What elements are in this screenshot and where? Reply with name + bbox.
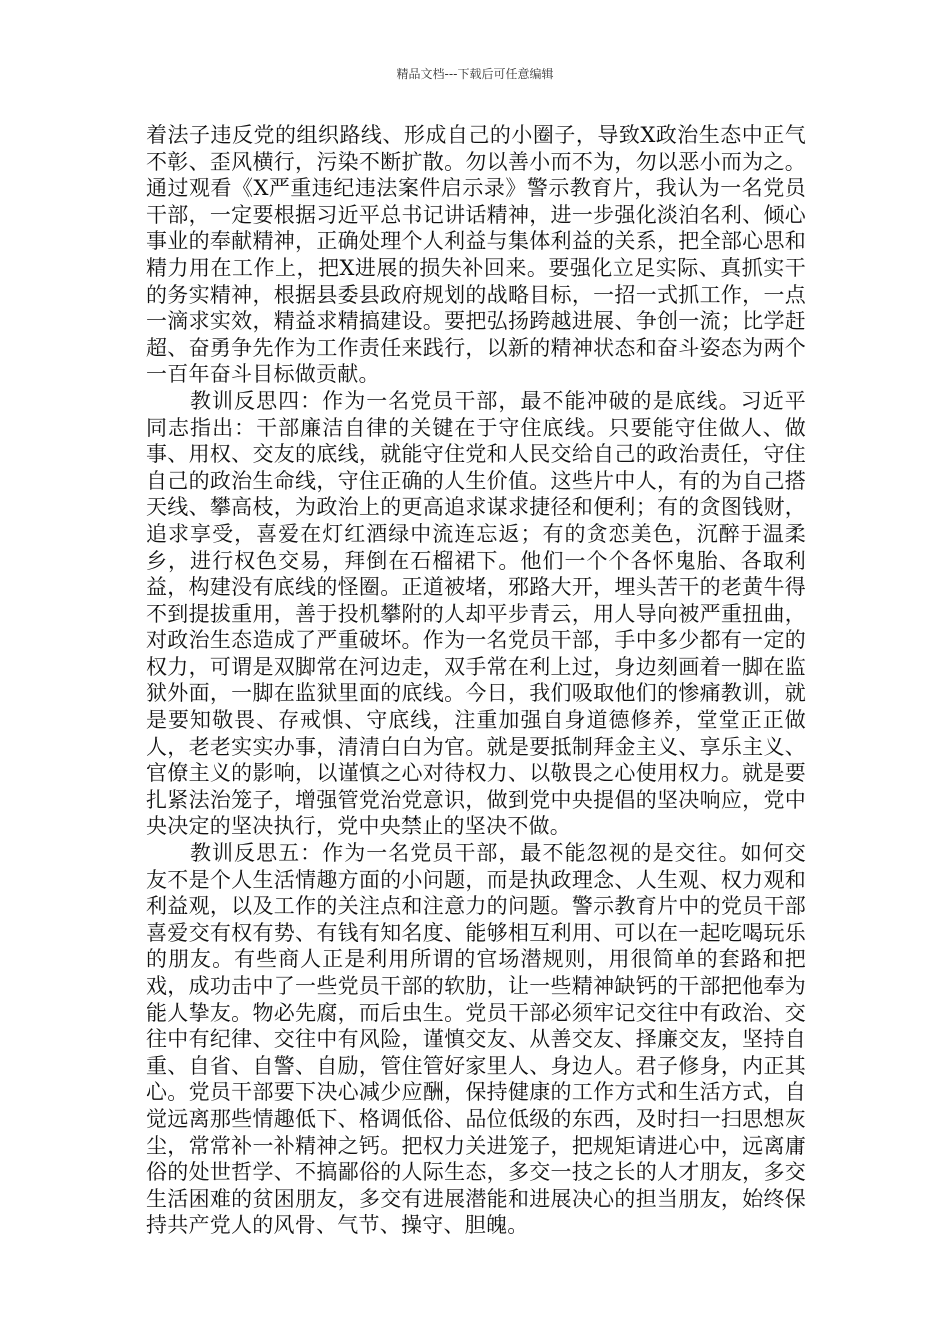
document-body [146, 122, 806, 1239]
paragraph-continuation: 着法子违反党的组织路线、形成自己的小圈子，导致X政治生态中正气不彰、歪风横行，污染不断扩散。勿以善小而不为，勿以恶小而为之。通过观看《X严重违纪违法案件启示录》警示教育片，我认为一名党员干部，一定要根据习近平总书记讲话精神，进一步强化淡泊名利、倾心事业的奉献精神，正确处理个人利益与集体利益的关系，把全部心思和精力用在工作上，把X进展的损失补回来。要强化立足实际、真抓实干的务实精神，根据县委县政府规划的战略目标，一招一式抓工作，一点一滴求实效，精益求精搞建设。要把弘扬跨越进展、争创一流；比学赶超、奋勇争先作为工作责任来践行，以新的精神状态和奋斗姿态为两个一百年奋斗目标做贡献。 [146, 123, 806, 387]
paragraph-lesson-four: 教训反思四：作为一名党员干部，最不能冲破的是底线。习近平同志指出：干部廉洁自律的关键在于守住底线。只要能守住做人、做事、用权、交友的底线，就能守住党和人民交给自己的政治责任，守住自己的政治生命线，守住正确的人生价值。这些片中人，有的为自己搭天线、攀高枝，为政治上的更高追求谋求捷径和便利；有的贪图钱财，追求享受，喜爱在灯红酒绿中流连忘返；有的贪恋美色，沉醉于温柔乡，进行权色交易，拜倒在石榴裙下。他们一个个各怀鬼胎、各取利益，构建没有底线的怪圈。正道被堵，邪路大开，埋头苦干的老黄牛得不到提拔重用，善于投机攀附的人却平步青云，用人导向被严重扭曲，对政治生态造成了严重破坏。作为一名党员干部，手中多少都有一定的权力，可谓是双脚常在河边走，双手常在利上过，身边刻画着一脚在监狱外面，一脚在监狱里面的底线。今日，我们吸取他们的惨痛教训，就是要知敬畏、存戒惧、守底线，注重加强自身道德修养，堂堂正正做人，老老实实办事，清清白白为官。就是要抵制拜金主义、享乐主义、官僚主义的影响，以谨慎之心对待权力、以敬畏之心使用权力。就是要扎紧法治笼子，增强管党治党意识，做到党中央提倡的坚决响应，党中央决定的坚决执行，党中央禁止的坚决不做。 [146, 388, 806, 839]
paragraph-lesson-five: 教训反思五：作为一名党员干部，最不能忽视的是交往。如何交友不是个人生活情趣方面的小问题，而是执政理念、人生观、权力观和利益观，以及工作的关注点和注意力的问题。警示教育片中的党员干部喜爱交有权有势、有钱有知名度、能够相互利用、可以在一起吃喝玩乐的朋友。有些商人正是利用所谓的官场潜规则，用很简单的套路和把戏，成功击中了一些党员干部的软肋，让一些精神缺钙的干部把他奉为能人挚友。物必先腐，而后虫生。党员干部必须牢记交往中有政治、交往中有纪律、交往中有风险，谨慎交友、从善交友、择廉交友，坚持自重、自省、自警、自励，管住管好家里人、身边人。君子修身，内正其心。党员干部要下决心减少应酬，保持健康的工作方式和生活方式，自觉远离那些情趣低下、格调低俗、品位低级的东西，及时扫一扫思想灰尘，常常补一补精神之钙。把权力关进笼子，把规矩请进心中，远离庸俗的处世哲学、不搞鄙俗的人际生态，多交一技之长的人才朋友，多交生活困难的贫困朋友，多交有进展潜能和进展决心的担当朋友，始终保持共产党人的风骨、气节、操守、胆魄。 [146, 841, 806, 1238]
page-header: 精品文档---下载后可任意编辑 [396, 67, 554, 81]
